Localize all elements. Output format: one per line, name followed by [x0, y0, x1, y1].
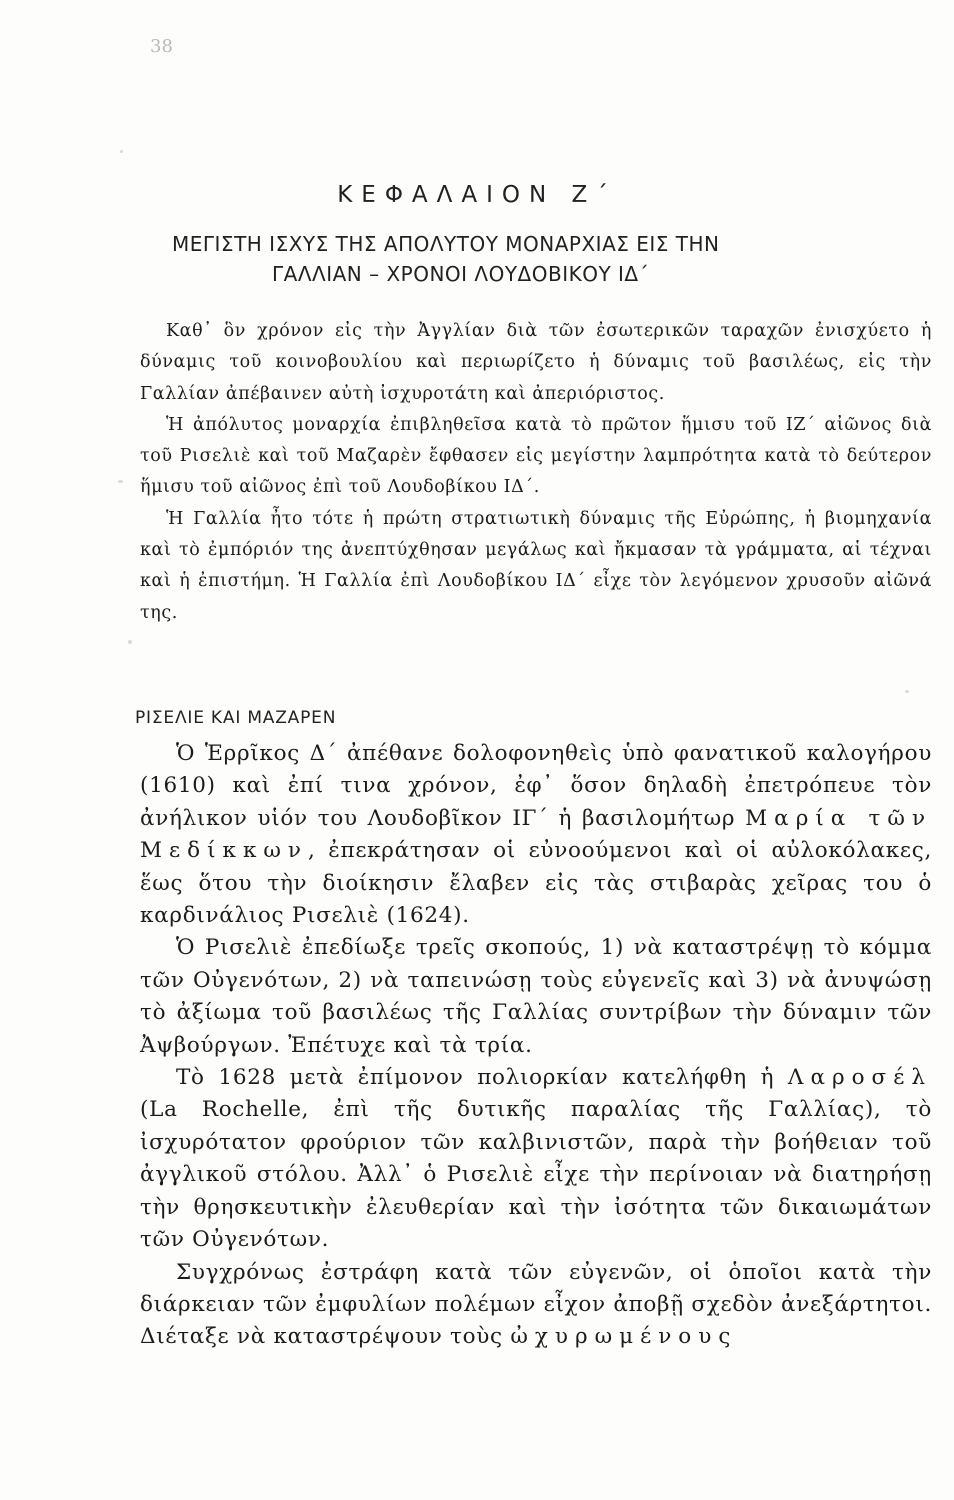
section-paragraph-3 [140, 1062, 932, 1256]
print-speckle [905, 690, 909, 693]
section-paragraph-4-part-a: Συγχρόνως ἐστράφη κατὰ τῶν εὐγενῶν, οἱ ὁποῖοι κατὰ τὴν διάρκειαν τῶν ἐμφυλίων πολέμων εἶχον ἀποβῇ σχεδὸν ἀνεξάρτητοι. Διέταξε νὰ καταστρέψουν τοὺς [140, 1259, 932, 1350]
spaced-name-maria-medici: Μαρία τῶν Μεδίκκων [140, 805, 933, 864]
section-paragraph-3-part-b: (La Rochelle, ἐπὶ τῆς δυτικῆς παραλίας τῆς Γαλλίας), τὸ ἰσχυρότατον φρούριον τῶν καλβινιστῶν, παρὰ τὴν βοήθειαν τοῦ ἀγγλικοῦ στόλου. Ἀλλ᾽ ὁ Ρισελιὲ εἶχε τὴν περίνοιαν νὰ διατηρήσῃ τὴν θρησκευτικὴν ἐλευθερίαν καὶ τὴν ἰσότητα τῶν δικαιωμάτων τῶν Οὐγενότων. [140, 1097, 932, 1253]
section-paragraph-3-part-a: Τὸ 1628 μετὰ ἐπίμονον πολιορκίαν κατελήφθη ἡ [176, 1065, 788, 1091]
spaced-name-la-rochelle: Λαροσέλ [787, 1065, 932, 1091]
page-number: 38 [150, 36, 173, 57]
print-speckle [128, 640, 132, 644]
intro-paragraph-1: Καθ᾽ ὃν χρόνον εἰς τὴν Ἀγγλίαν διὰ τῶν ἐσωτερικῶν ταραχῶν ἐνισχύετο ἡ δύναμις τοῦ κοινοβουλίου καὶ περιωρίζετο ἡ δύναμις τοῦ βασιλέως, εἰς τὴν Γαλλίαν ἀπέβαινεν αὐτὴ ἰσχυροτάτη καὶ ἀπεριόριστος. [140, 321, 932, 404]
intro-text [140, 316, 932, 629]
section-paragraph-1 [140, 738, 932, 932]
section-paragraph-4 [140, 1257, 932, 1354]
intro-paragraph-3: Ἡ Γαλλία ἦτο τότε ἡ πρώτη στρατιωτικὴ δύναμις τῆς Εὐρώπης, ἡ βιομηχανία καὶ τὸ ἐμπόριόν της ἀνεπτύχθησαν μεγάλως καὶ ἤκμασαν τὰ γράμματα, αἱ τέχναι καὶ ἡ ἐπιστήμη. Ἡ Γαλλία ἐπὶ Λουδοβίκου ΙΔ΄ εἶχε τὸν λεγόμενον χρυσοῦν αἰῶνά της. [140, 508, 932, 623]
print-speckle [120, 150, 123, 153]
section-paragraph-2: Ὁ Ρισελιὲ ἐπεδίωξε τρεῖς σκοπούς, 1) νὰ καταστρέψῃ τὸ κόμμα τῶν Οὐγενότων, 2) νὰ ταπεινώσῃ τοὺς εὐγενεῖς καὶ 3) νὰ ἀνυψώσῃ τὸ ἀξίωμα τοῦ βασιλέως τῆς Γαλλίας συντρίβων τὴν δύναμιν τῶν Ἀψβούργων. Ἐπέτυχε καὶ τὰ τρία. [140, 935, 932, 1058]
chapter-subtitle-line-1: ΜΕΓΙΣΤΗ ΙΣΧΥΣ ΤΗΣ ΑΠΟΛΥΤΟΥ ΜΟΝΑΡΧΙΑΣ ΕΙΣ ΤΗΝ [172, 232, 720, 256]
intro-paragraph-2: Ἡ ἀπόλυτος μοναρχία ἐπιβληθεῖσα κατὰ τὸ πρῶτον ἥμισυ τοῦ ΙΖ΄ αἰῶνος διὰ τοῦ Ρισελιὲ καὶ τοῦ Μαζαρὲν ἔφθασεν εἰς μεγίστην λαμπρότητα κατὰ τὸ δεύτερον ἥμισυ τοῦ αἰῶνος ἐπὶ τοῦ Λουδοβίκου ΙΔ΄. [140, 414, 932, 498]
print-speckle [118, 480, 123, 483]
section-heading: ΡΙΣΕΛΙΕ ΚΑΙ ΜΑΖΑΡΕΝ [135, 708, 337, 728]
section-paragraph-1-part-a: Ὁ Ἑρρῖκος Δ΄ ἀπέθανε δολοφονηθεὶς ὑπὸ φανατικοῦ καλογήρου (1610) καὶ ἐπί τινα χρόνον, ἐφ᾽ ὅσον δηλαδὴ ἐπετρόπευε τὸν ἀνήλικον υἱόν του Λουδοβῖκον ΙΓ΄ ἡ βασιλομήτωρ [140, 741, 932, 831]
section-paragraph-1-part-b: , ἐπεκράτησαν οἱ εὐνοούμενοι καὶ οἱ αὐλοκόλακες, ἕως ὅτου τὴν διοίκησιν ἔλαβεν εἰς τὰς στιβαρὰς χεῖρας του ὁ καρδινάλιος Ρισελιὲ (1624). [140, 838, 932, 929]
chapter-subtitle-line-2: ΓΑΛΛΙΑΝ – ΧΡΟΝΟΙ ΛΟΥΔΟΒΙΚΟΥ ΙΔ΄ [272, 262, 650, 286]
spaced-word-fortified: ὠχυρωμένους [510, 1324, 738, 1350]
chapter-title: ΚΕΦΑΛΑΙΟΝ Ζ΄ [337, 182, 617, 208]
section-text [140, 738, 932, 1354]
